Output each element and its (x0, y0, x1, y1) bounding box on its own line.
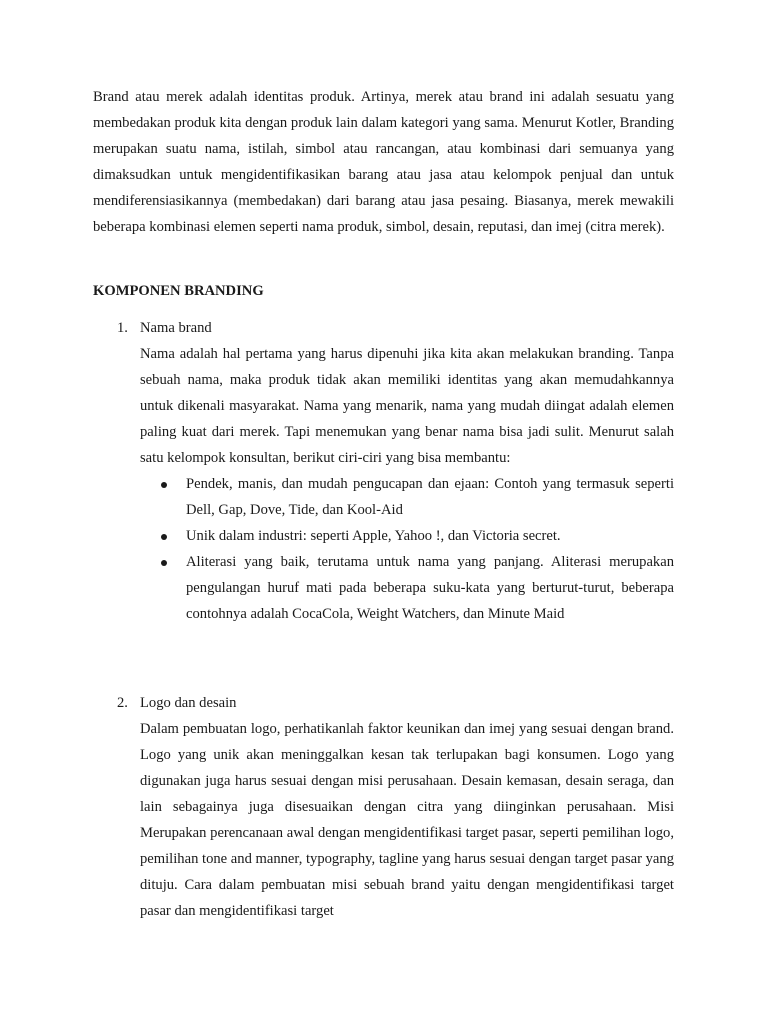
bullet-text: Pendek, manis, dan mudah pengucapan dan ejaan: Contoh yang termasuk seperti Dell, Gap, Dove, Tide, dan Kool-Aid (186, 476, 674, 518)
bullet-item (157, 549, 674, 627)
bullet-icon (161, 534, 167, 540)
list-item-title: Logo dan desain (140, 695, 237, 711)
list-item-title-row (93, 315, 674, 341)
list-item-body: Nama adalah hal pertama yang harus dipenuhi jika kita akan melakukan branding. Tanpa sebuah nama, maka produk tidak akan memiliki identitas yang akan memudahkannya untuk dikenali masyarakat. Nama yang menarik, nama yang mudah diingat adalah elemen paling kuat dari merek. Tapi menemukan yang benar nama bisa jadi sulit. Menurut salah satu kelompok konsultan, berikut ciri-ciri yang bisa membantu: (140, 346, 674, 466)
list-number: 2. (117, 695, 128, 711)
bullet-icon (161, 560, 167, 566)
list-item-title: Nama brand (140, 320, 212, 336)
bullet-list (157, 471, 674, 627)
bullet-item (157, 523, 674, 549)
intro-paragraph: Brand atau merek adalah identitas produk. Artinya, merek atau brand ini adalah sesuatu yang membedakan produk kita dengan produk lain dalam kategori yang sama. Menurut Kotler, Branding merupakan suatu nama, istilah, simbol atau rancangan, atau kombinasi dari semuanya yang dimaksudkan untuk mengidentifikasikan barang atau jasa atau kelompok penjual dan untuk mendiferensiasikannya (membedakan) dari barang atau jasa pesaing. Biasanya, merek mewakili beberapa kombinasi elemen seperti nama produk, simbol, desain, reputasi, dan imej (citra merek). (93, 89, 674, 235)
section-heading: KOMPONEN BRANDING (93, 283, 264, 299)
bullet-text: Aliterasi yang baik, terutama untuk nama yang panjang. Aliterasi merupakan pengulangan huruf mati pada beberapa suku-kata yang berturut-turut, beberapa contohnya adalah CocaCola, Weight Watchers, dan Minute Maid (186, 554, 674, 622)
list-item-title-row (93, 690, 674, 716)
bullet-text: Unik dalam industri: seperti Apple, Yahoo !, dan Victoria secret. (186, 528, 561, 544)
list-number: 1. (117, 320, 128, 336)
bullet-icon (161, 482, 167, 488)
list-item-logo-desain (93, 690, 674, 924)
list-item-body: Dalam pembuatan logo, perhatikanlah faktor keunikan dan imej yang sesuai dengan brand. Logo yang unik akan meninggalkan kesan tak terlupakan bagi konsumen. Logo yang digunakan juga harus sesuai dengan misi perusahaan. Desain kemasan, desain seraga, dan lain sebagainya juga disesuaikan dengan citra yang diinginkan perusahaan. Misi Merupakan perencanaan awal dengan mengidentifikasi target pasar, seperti pemilihan logo, pemilihan tone and manner, typography, tagline yang harus sesuai dengan target pasar yang dituju. Cara dalam pembuatan misi sebuah brand yaitu dengan mengidentifikasi target pasar dan mengidentifikasi target (140, 721, 674, 919)
bullet-item (157, 471, 674, 523)
list-item-nama-brand (93, 315, 674, 627)
